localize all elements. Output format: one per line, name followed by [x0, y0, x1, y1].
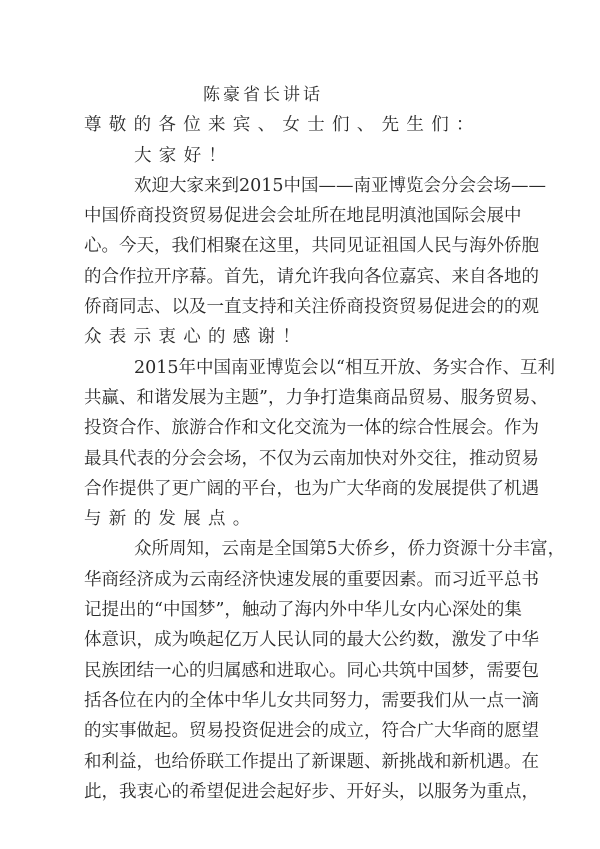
paragraph-line: 投资合作、旅游合作和文化交流为一体的综合性展会。作为 [84, 418, 539, 439]
salutation: 尊敬的各位来宾、女士们、先生们： [84, 115, 481, 136]
paragraph-line: 记提出的“中国梦”，触动了海内外中华儿女内心深处的集 [84, 600, 522, 621]
document-page [84, 80, 566, 807]
paragraph-line: 华商经济成为云南经济快速发展的重要因素。而习近平总书 [84, 569, 539, 590]
paragraph-line: 与新的发展点。 [84, 509, 258, 530]
paragraph-line: 大家好！ [134, 145, 234, 166]
paragraph-line: 民族团结一心的归属感和进取心。同心共筑中国梦，需要包 [84, 660, 539, 681]
paragraph [84, 141, 512, 171]
paragraph-line: 共赢、和谐发展为主题”，力争打造集商品贸易、服务贸易、 [84, 387, 548, 408]
paragraph [84, 353, 555, 535]
document-title: 陈豪省长讲话 [203, 85, 323, 105]
paragraph-line: 中国侨商投资贸易促进会会址所在地昆明滇池国际会展中 [84, 206, 522, 227]
paragraph-line: 众表示衷心的感谢！ [84, 327, 308, 348]
paragraph [84, 171, 547, 353]
paragraph-line: 和利益，也给侨联工作提出了新课题、新挑战和新机遇。在 [84, 751, 539, 772]
paragraph-line: 此，我衷心的希望促进会起好步、开好头，以服务为重点， [84, 781, 539, 802]
paragraph-line: 括各位在内的全体中华儿女共同努力，需要我们从一点一滴 [84, 690, 539, 711]
paragraph-line: 的合作拉开序幕。首先，请允许我向各位嘉宾、来自各地的 [84, 266, 539, 287]
paragraph-line: 最具代表的分会会场，不仅为云南加快对外交往，推动贸易 [84, 448, 539, 469]
paragraph [84, 534, 566, 807]
paragraph-line: 心。今天，我们相聚在这里，共同见证祖国人民与海外侨胞 [84, 236, 539, 257]
paragraph-line: 体意识，成为唤起亿万人民认同的最大公约数，激发了中华 [84, 630, 539, 651]
paragraph-line: 侨商同志、以及一直支持和关注侨商投资贸易促进会的的观 [84, 297, 539, 318]
paragraph-line: 众所周知，云南是全国第5大侨乡，侨力资源十分丰富， [134, 539, 566, 560]
paragraph-line: 的实事做起。贸易投资促进会的成立，符合广大华商的愿望 [84, 721, 539, 742]
paragraph-line: 2015年中国南亚博览会以“相互开放、务实合作、互利 [134, 357, 555, 378]
paragraph-line: 合作提供了更广阔的平台，也为广大华商的发展提供了机遇 [84, 478, 539, 499]
document-body [84, 141, 566, 808]
paragraph-line: 欢迎大家来到2015中国——南亚博览会分会会场—— [134, 175, 547, 196]
